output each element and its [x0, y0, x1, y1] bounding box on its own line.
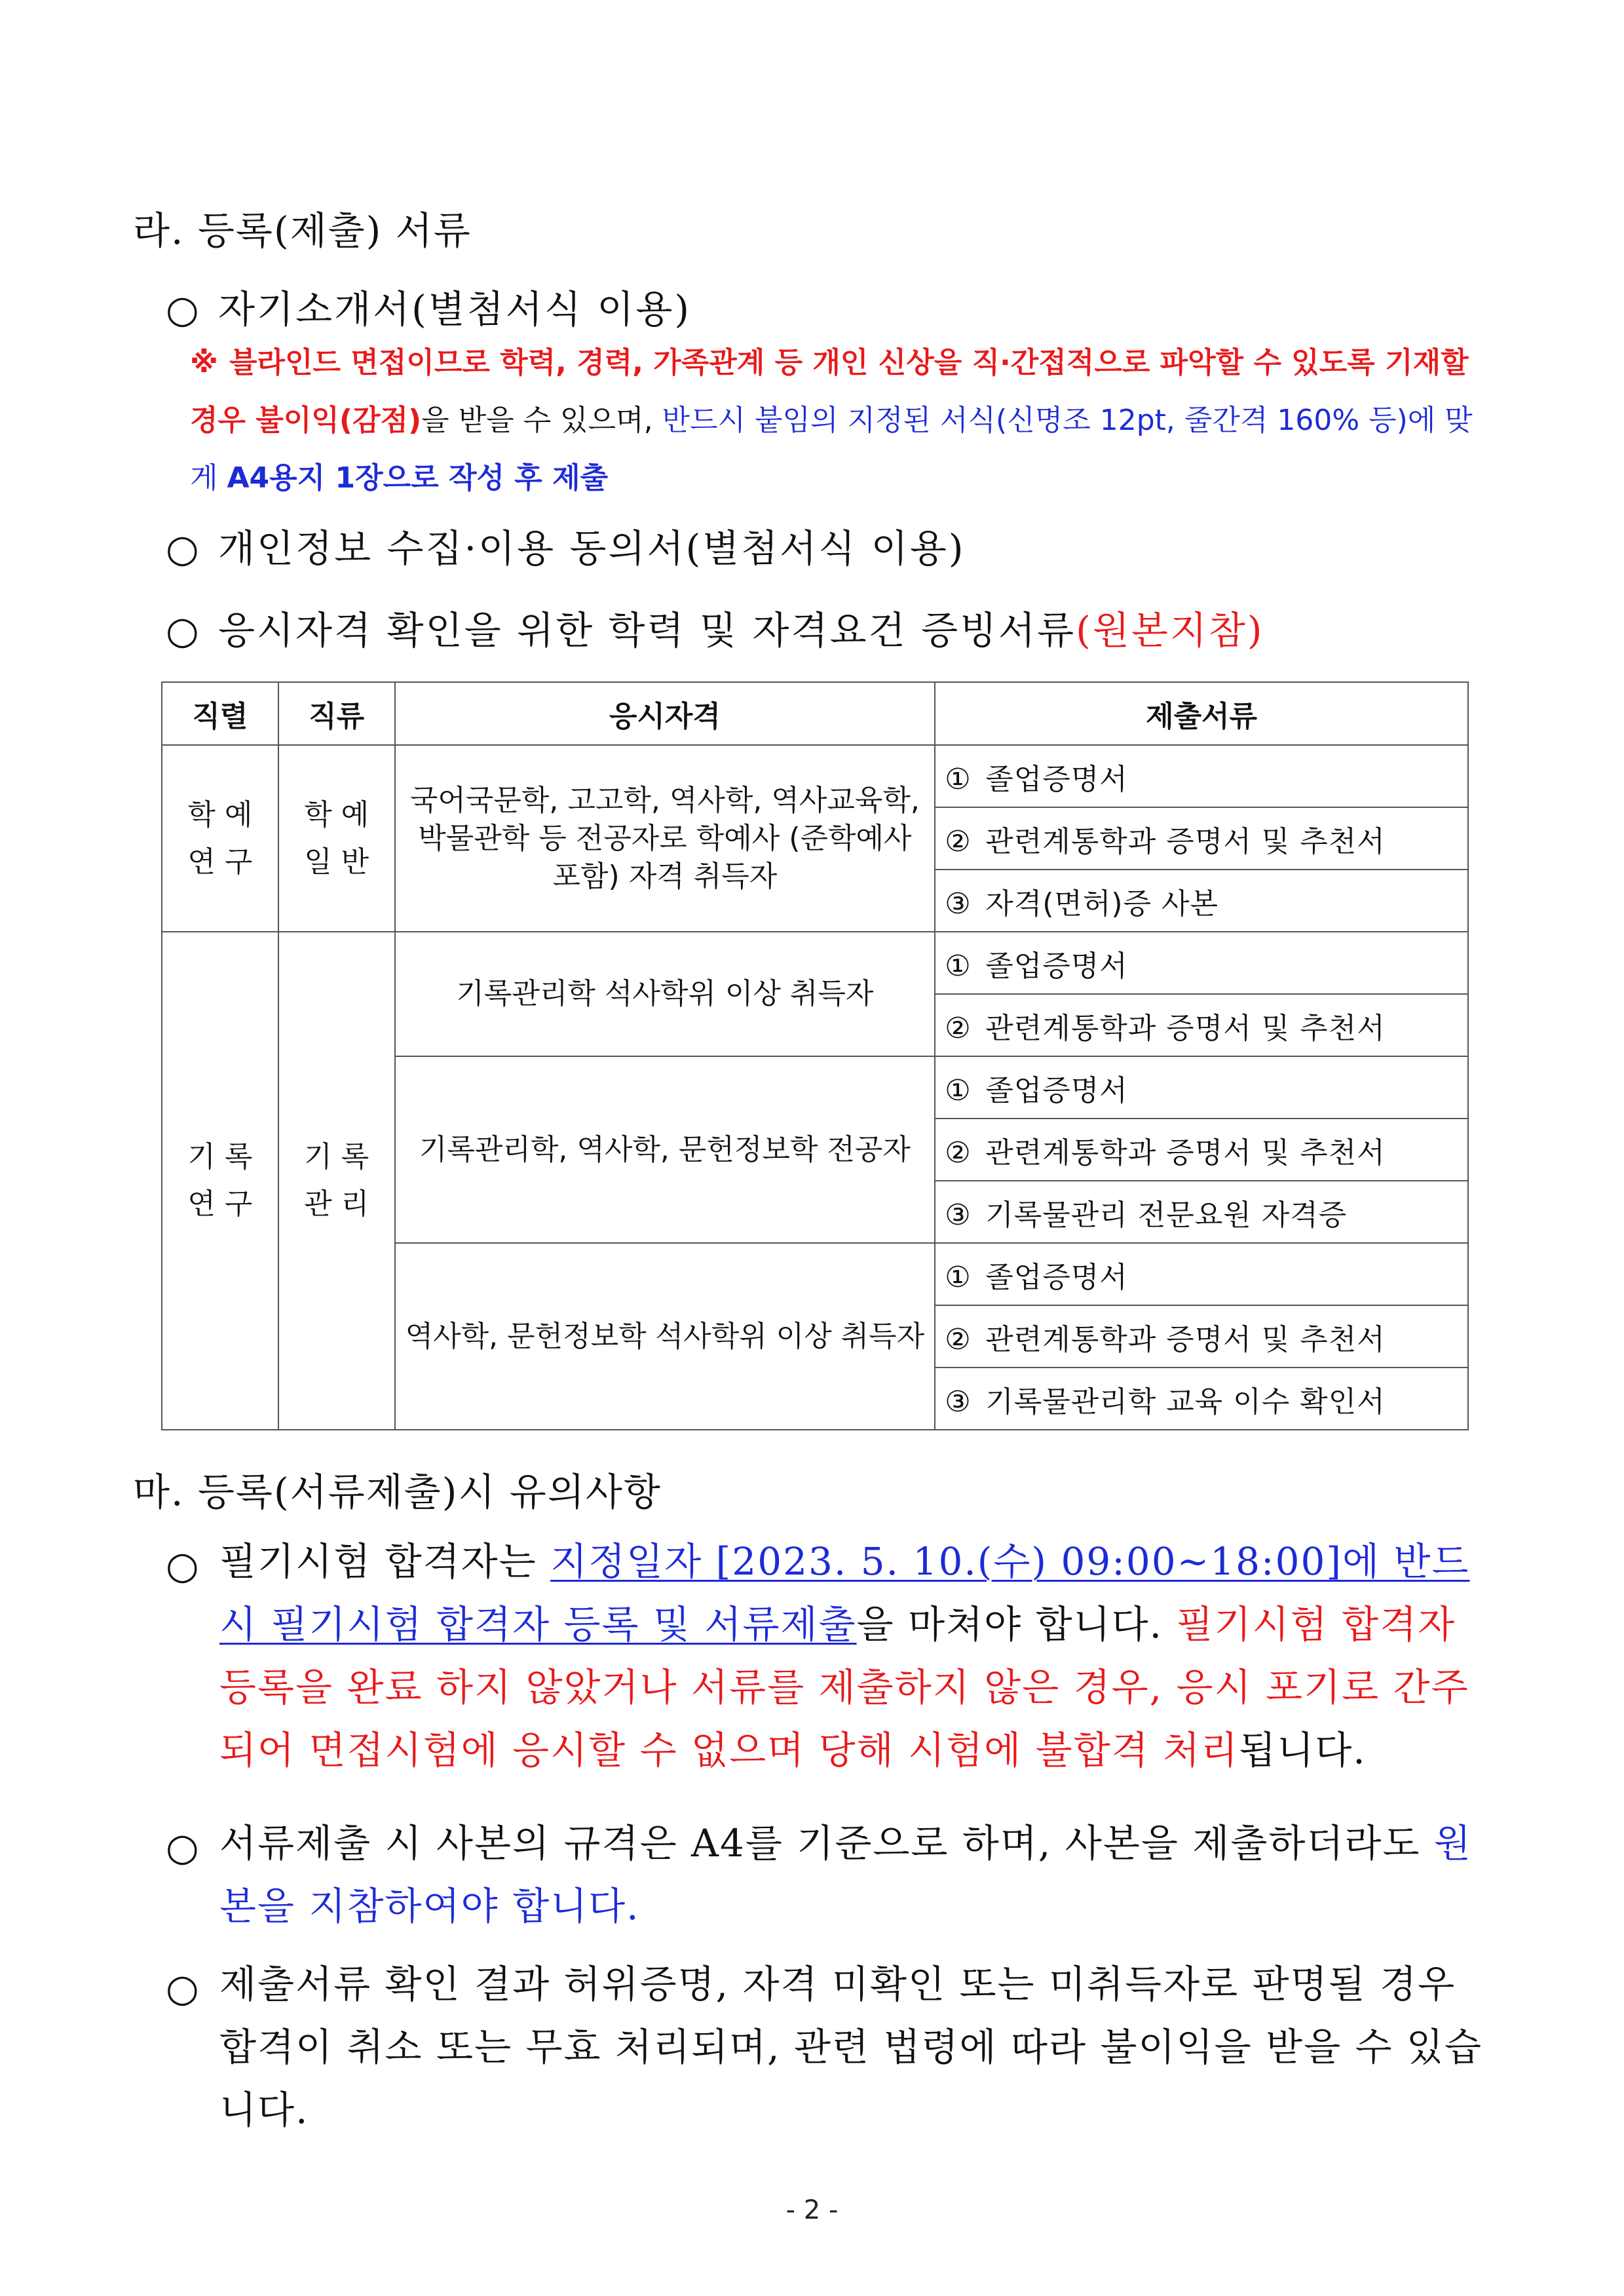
note-reference-mark: ※: [190, 346, 218, 379]
doc-text: 졸업증명서: [985, 1073, 1128, 1107]
doc-text: 관련계통학과 증명서 및 추천서: [985, 1136, 1386, 1170]
item-red-suffix: (원본지참): [1076, 608, 1264, 653]
doc-number: ①: [945, 762, 972, 796]
qualification-cell: 기록관리학 석사학위 이상 취득자: [395, 932, 935, 1056]
document-cell: [935, 1305, 1468, 1368]
document-cell: [935, 870, 1468, 932]
doc-number: ①: [945, 949, 972, 983]
class-cell: 기 록 관 리: [278, 932, 395, 1430]
table-row: [162, 745, 1468, 807]
doc-text: 관련계통학과 증명서 및 추천서: [985, 1011, 1386, 1045]
doc-text: 기록물관리학 교육 이수 확인서: [985, 1385, 1386, 1419]
paragraph-false-documents: 제출서류 확인 결과 허위증명, 자격 미확인 또는 미취득자로 판명될 경우 합격이 취소 또는 무효 처리되며, 관련 법령에 따라 불이익을 받을 수 있습니다.: [219, 1962, 1483, 2132]
document-cell: [935, 745, 1468, 807]
p1-plain-text-2: 을 마쳐야 합니다.: [856, 1602, 1177, 1647]
bullet-item-qualification-docs: [166, 600, 1264, 655]
doc-number: ②: [945, 1322, 972, 1356]
bullet-mark: ○: [166, 1543, 199, 1588]
doc-number: ③: [945, 887, 972, 921]
document-cell: [935, 1243, 1468, 1305]
doc-text: 졸업증명서: [985, 1260, 1128, 1294]
qualification-cell: 역사학, 문헌정보학 석사학위 이상 취득자: [395, 1243, 935, 1430]
bullet-mark: ○: [166, 608, 201, 653]
bullet-mark: ○: [166, 526, 201, 571]
p1-plain-text: 필기시험 합격자는: [219, 1539, 551, 1584]
note-plain-text: 을 받을 수 있으며,: [421, 404, 662, 437]
doc-number: ③: [945, 1385, 972, 1419]
doc-text: 관련계통학과 증명서 및 추천서: [985, 1322, 1386, 1356]
section-heading-ma: 마. 등록(서류제출)시 유의사항: [133, 1470, 662, 1514]
doc-text: 졸업증명서: [985, 762, 1128, 796]
bullet-mark: ○: [166, 287, 201, 332]
series-cell: 학 예 연 구: [162, 745, 278, 932]
doc-number: ①: [945, 1260, 972, 1294]
note-blue-text: 반드시 붙임의 지정된 서식(신명조 12pt, 줄간격 160% 등)에 맞게: [190, 404, 1473, 495]
document-cell: [935, 932, 1468, 994]
page-number: - 2 -: [785, 2195, 839, 2225]
doc-number: ②: [945, 1136, 972, 1170]
bullet-mark: ○: [166, 1966, 199, 2010]
paragraph-copy-format: [219, 1812, 1497, 1938]
p2-plain-text: 서류제출 시 사본의 규격은 A4를 기준으로 하며, 사본을 제출하더라도: [219, 1821, 1434, 1866]
document-cell: [935, 807, 1468, 870]
doc-text: 졸업증명서: [985, 949, 1128, 983]
p1-plain-text-3: 됩니다.: [1239, 1728, 1367, 1772]
doc-number: ②: [945, 824, 972, 858]
p1-red-warning: 필기시험 합격자 등록을 완료 하지 않았거나 서류를 제출하지 않은 경우, 응시 포기로 간주되어 면접시험에 응시할 수 없으며 당해 시험에 불합격 처리: [219, 1602, 1469, 1772]
bullet-item-self-introduction: [166, 278, 691, 334]
series-cell: 기 록 연 구: [162, 932, 278, 1430]
class-cell: 학 예 일 반: [278, 745, 395, 932]
doc-text: 자격(면허)증 사본: [985, 887, 1219, 921]
requirements-table: [161, 681, 1469, 1430]
item-text: 자기소개서(별첨서식 이용): [218, 287, 692, 332]
doc-text: 관련계통학과 증명서 및 추천서: [985, 824, 1386, 858]
table-header-row: [162, 682, 1468, 745]
document-cell: [935, 1056, 1468, 1119]
header-documents: 제출서류: [935, 682, 1468, 745]
p2-blue-text: 원본을 지참하여야 합니다.: [219, 1821, 1472, 1928]
item-text: 개인정보 수집·이용 동의서(별첨서식 이용): [218, 526, 966, 571]
document-cell: [935, 1368, 1468, 1430]
doc-number: ③: [945, 1198, 972, 1232]
header-series: 직렬: [162, 682, 278, 745]
header-class: 직류: [278, 682, 395, 745]
item-text: 응시자격 확인을 위한 학력 및 자격요건 증빙서류: [218, 608, 1076, 653]
p1-deadline-underlined: 지정일자 [2023. 5. 10.(수) 09:00~18:00]에 반드시 필기시험 합격자 등록 및 서류제출: [219, 1539, 1470, 1647]
document-cell: [935, 994, 1468, 1056]
note-blue-bold-text: A4용지 1장으로 작성 후 제출: [227, 461, 609, 495]
qualification-cell: 기록관리학, 역사학, 문헌정보학 전공자: [395, 1056, 935, 1243]
bullet-mark: ○: [166, 1825, 199, 1869]
doc-text: 기록물관리 전문요원 자격증: [985, 1198, 1348, 1232]
document-cell: [935, 1181, 1468, 1243]
bullet-item-privacy-consent: [166, 518, 965, 573]
header-qualification: 응시자격: [395, 682, 935, 745]
note-red-warning: 블라인드 면접이므로 학력, 경력, 가족관계 등 개인 신상을 직·간접적으로 파악할 수 있도록 기재할 경우 불이익(감점): [190, 346, 1469, 437]
blind-interview-note: [190, 334, 1494, 507]
paragraph-registration-deadline: [219, 1530, 1497, 1782]
qualification-cell: 국어국문학, 고고학, 역사학, 역사교육학, 박물관학 등 전공자로 학예사 (준학예사 포함) 자격 취득자: [395, 745, 935, 932]
table-row: [162, 932, 1468, 994]
section-heading-ra: 라. 등록(제출) 서류: [133, 208, 472, 253]
doc-number: ②: [945, 1011, 972, 1045]
document-cell: [935, 1119, 1468, 1181]
doc-number: ①: [945, 1073, 972, 1107]
